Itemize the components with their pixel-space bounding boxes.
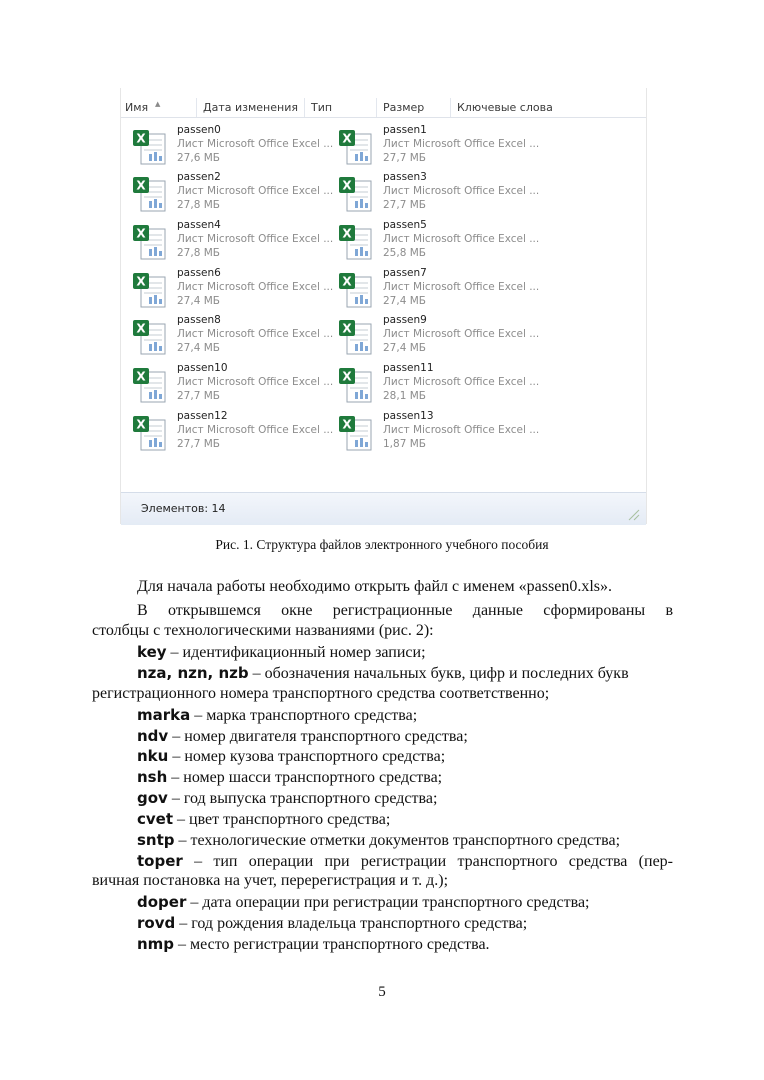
column-size[interactable]: Размер [377,98,451,117]
svg-text:X: X [342,417,352,432]
file-size: 27,4 МБ [177,342,220,354]
svg-text:X: X [342,369,352,384]
excel-file-icon [129,366,169,404]
field-sntp: sntp – технологические отметки документов транспортного средства; [137,831,621,849]
file-type: Лист Microsoft Office Excel ... [383,185,540,197]
excel-file-icon [129,128,169,166]
excel-file-icon [335,223,375,261]
excel-file-icon [129,414,169,452]
column-header-row [121,98,646,118]
svg-text:X: X [136,417,146,432]
field-toper: toper – тип операции при регистрации транспортного средства (пер- [137,852,673,870]
column-type[interactable]: Тип [305,98,377,117]
excel-file-icon [335,318,375,356]
svg-text:X: X [342,178,352,193]
svg-text:X: X [342,131,352,146]
file-tile[interactable] [331,314,540,358]
excel-file-icon [335,271,375,309]
column-date[interactable]: Дата изменения [197,98,305,117]
file-size: 27,7 МБ [383,199,426,211]
file-name: passen6 [177,267,221,279]
resize-grip-icon[interactable] [626,507,640,521]
excel-file-icon [335,366,375,404]
figure-caption: Рис. 1. Структура файлов электронного учебного пособия [215,537,549,552]
file-type: Лист Microsoft Office Excel ... [383,376,540,388]
svg-text:X: X [136,321,146,336]
paragraph-window-line1: В открывшемся окне регистрационные данные сформированы в [137,602,673,619]
field-cvet: cvet – цвет транспортного средства; [137,810,391,828]
page-number: 5 [378,984,386,1000]
file-size: 27,4 МБ [383,342,426,354]
file-type: Лист Microsoft Office Excel ... [177,233,334,245]
item-count: Элементов: 14 [141,502,226,515]
excel-file-icon [335,414,375,452]
file-type: Лист Microsoft Office Excel ... [383,328,540,340]
column-name[interactable]: ▲ Имя [121,98,197,117]
status-bar [121,492,646,525]
file-size: 27,8 МБ [177,199,220,211]
file-type: Лист Microsoft Office Excel ... [177,328,334,340]
file-size: 27,6 МБ [177,152,220,164]
file-type: Лист Microsoft Office Excel ... [177,138,334,150]
file-type: Лист Microsoft Office Excel ... [383,233,540,245]
file-name: passen3 [383,171,427,183]
svg-text:X: X [342,226,352,241]
excel-file-icon [335,175,375,213]
file-name: passen13 [383,410,434,422]
file-type: Лист Microsoft Office Excel ... [383,138,540,150]
field-ndv: ndv – номер двигателя транспортного средства; [137,727,468,745]
field-rovd: rovd – год рождения владельца транспортного средства; [137,914,528,932]
file-tile[interactable] [125,171,334,215]
file-tile[interactable] [125,362,334,406]
file-size: 25,8 МБ [383,247,426,259]
file-name: passen7 [383,267,427,279]
file-name: passen5 [383,219,427,231]
paragraph-window-line2: столбцы с технологическими названиями (рис. 2): [92,622,434,639]
file-tile[interactable] [331,171,540,215]
file-type: Лист Microsoft Office Excel ... [177,424,334,436]
svg-text:X: X [136,369,146,384]
file-tile[interactable] [331,410,540,454]
file-name: passen0 [177,124,221,136]
svg-text:X: X [136,131,146,146]
field-nmp: nmp – место регистрации транспортного средства. [137,935,490,953]
file-tile[interactable] [331,219,540,263]
file-explorer-screenshot [120,88,647,524]
svg-text:X: X [136,226,146,241]
file-name: passen4 [177,219,221,231]
file-name: passen12 [177,410,228,422]
svg-text:X: X [342,274,352,289]
file-size: 27,8 МБ [177,247,220,259]
file-size: 27,7 МБ [383,152,426,164]
field-nsh: nsh – номер шасси транспортного средства; [137,768,443,786]
file-type: Лист Microsoft Office Excel ... [177,376,334,388]
file-name: passen1 [383,124,427,136]
file-type: Лист Microsoft Office Excel ... [177,281,334,293]
file-size: 27,4 МБ [177,295,220,307]
file-name: passen9 [383,314,427,326]
file-size: 28,1 МБ [383,390,426,402]
field-doper: doper – дата операции при регистрации транспортного средства; [137,893,590,911]
field-marka: marka – марка транспортного средства; [137,706,418,724]
file-size: 27,7 МБ [177,390,220,402]
file-size: 27,7 МБ [177,438,220,450]
file-tile[interactable] [331,124,540,168]
column-tags[interactable]: Ключевые слова [457,101,553,114]
file-tile[interactable] [331,362,540,406]
file-name: passen11 [383,362,434,374]
field-toper-continuation: вичная постановка на учет, перерегистрация и т. д.); [92,872,449,889]
file-tile[interactable] [125,219,334,263]
excel-file-icon [335,128,375,166]
file-name: passen2 [177,171,221,183]
file-type: Лист Microsoft Office Excel ... [383,281,540,293]
svg-text:X: X [136,178,146,193]
file-size: 27,4 МБ [383,295,426,307]
file-tile[interactable] [125,314,334,358]
field-nza-continuation: регистрационного номера транспортного средства соответственно; [92,685,550,702]
file-tile[interactable] [331,267,540,311]
file-size: 1,87 МБ [383,438,426,450]
paragraph-intro: Для начала работы необходимо открыть файл с именем «passen0.xls». [137,578,612,595]
file-tile[interactable] [125,124,334,168]
svg-text:X: X [136,274,146,289]
field-nza-nzn-nzb: nza, nzn, nzb – обозначения начальных букв, цифр и последних букв [137,664,629,682]
file-tile[interactable] [125,410,334,454]
field-key: key – идентификационный номер записи; [137,643,426,661]
sort-up-icon: ▲ [155,100,161,108]
svg-text:X: X [342,321,352,336]
file-name: passen8 [177,314,221,326]
field-gov: gov – год выпуска транспортного средства; [137,789,438,807]
file-name: passen10 [177,362,228,374]
excel-file-icon [129,175,169,213]
file-tile[interactable] [125,267,334,311]
file-type: Лист Microsoft Office Excel ... [383,424,540,436]
excel-file-icon [129,318,169,356]
excel-file-icon [129,271,169,309]
field-nku: nku – номер кузова транспортного средства; [137,747,446,765]
excel-file-icon [129,223,169,261]
file-type: Лист Microsoft Office Excel ... [177,185,334,197]
